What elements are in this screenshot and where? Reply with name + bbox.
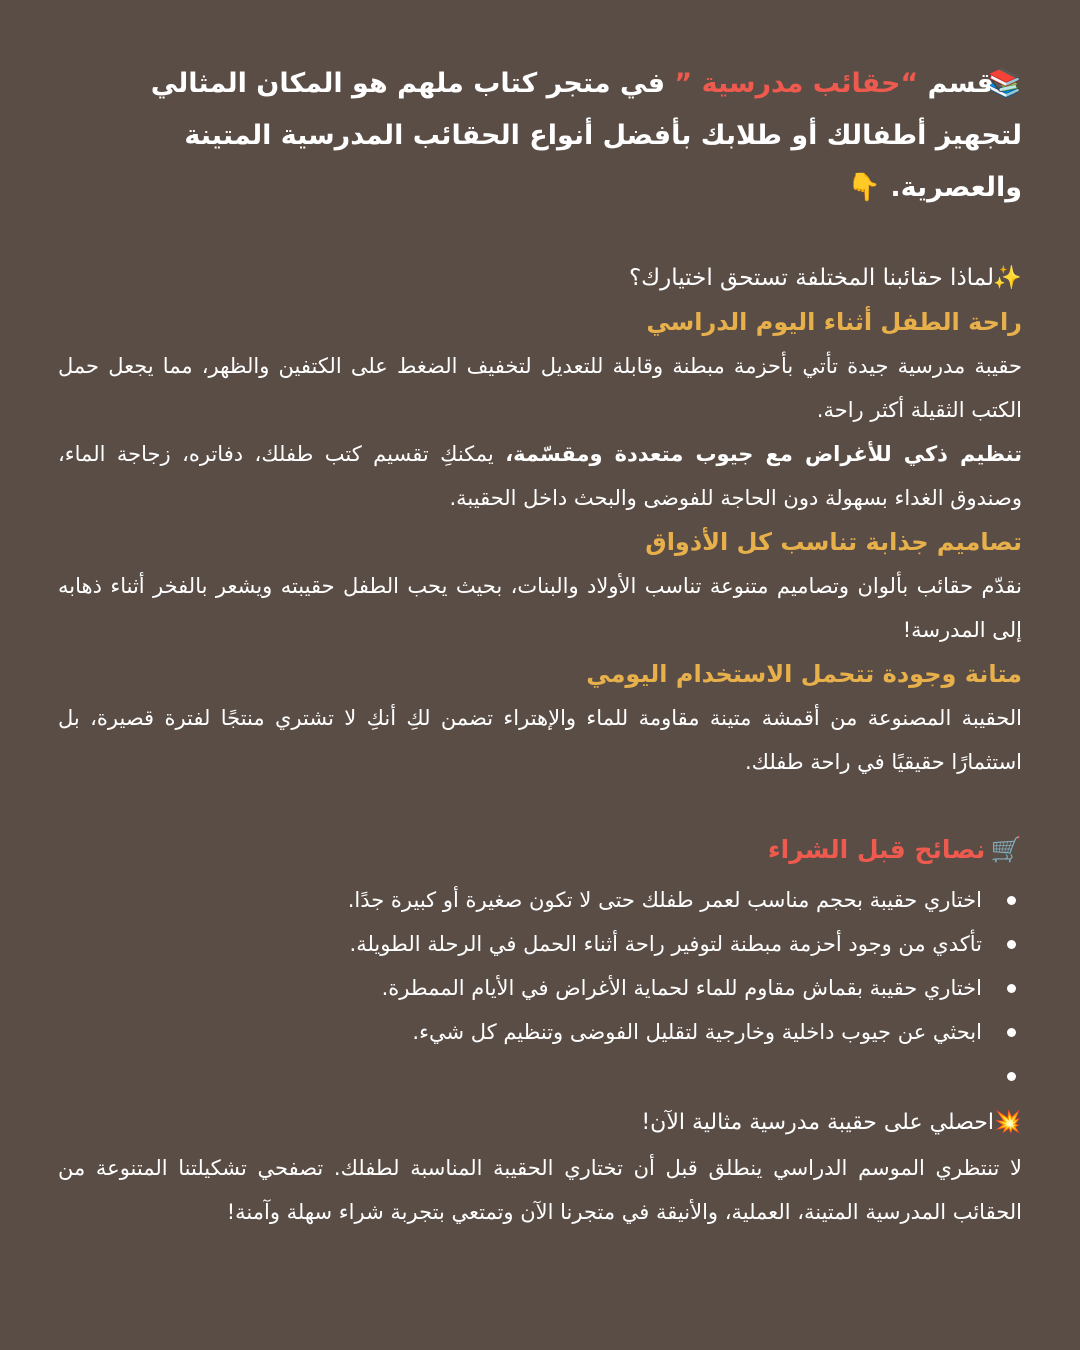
tips-list xyxy=(58,878,1022,1098)
tips-title-text: نصائح قبل الشراء xyxy=(767,835,986,864)
section-organization xyxy=(58,432,1022,520)
cta-title-text: احصلي على حقيبة مدرسية مثالية الآن! xyxy=(641,1110,994,1135)
sparkle-icon: ✨ xyxy=(993,265,1022,291)
section-heading-designs: تصاميم جذابة تناسب كل الأذواق xyxy=(645,528,1022,556)
burst-icon: 💥 xyxy=(994,1110,1022,1135)
section-bold-lead-organization: تنظيم ذكي للأغراض مع جيوب متعددة ومقسّمة، xyxy=(505,442,1022,466)
intro-highlight: “حقائب مدرسية ” xyxy=(674,68,919,99)
section-body-organization: يمكنكِ تقسيم كتب طفلك، دفاتره، زجاجة الماء، وصندوق الغداء بسهولة دون الحاجة للفوضى والبحث داخل الحقيبة. xyxy=(58,442,1022,510)
books-icon: 📚 xyxy=(988,68,1022,99)
tip-item-empty xyxy=(58,1054,982,1098)
cta-body: لا تنتظري الموسم الدراسي ينطلق قبل أن تختاري الحقيبة المناسبة لطفلك. تصفحي تشكيلتنا المتنوعة من الحقائب المدرسية المتينة، العملية، والأنيقة في متجرنا الآن وتمتعي بتجربة شراء سهلة وآمنة! xyxy=(58,1156,1022,1224)
section-body-durability: الحقيبة المصنوعة من أقمشة متينة مقاومة للماء والإهتراء تضمن لكِ أنكِ لا تشتري منتجًا لفترة قصيرة، بل استثمارًا حقيقيًا في راحة طفلك. xyxy=(58,706,1022,774)
why-question xyxy=(58,256,1022,300)
section-body-comfort: حقيبة مدرسية جيدة تأتي بأحزمة مبطنة وقابلة للتعديل لتخفيف الضغط على الكتفين والظهر، مما يجعل حمل الكتب الثقيلة أكثر راحة. xyxy=(58,354,1022,422)
section-heading-durability: متانة وجودة تتحمل الاستخدام اليومي xyxy=(586,660,1022,688)
cta-title xyxy=(58,1100,1022,1146)
shopping-cart-icon: 🛒 xyxy=(990,835,1022,864)
tip-item: اختاري حقيبة بقماش مقاوم للماء لحماية الأغراض في الأيام الممطرة. xyxy=(58,966,982,1010)
pointing-down-icon: 👇 xyxy=(847,172,881,203)
section-heading-comfort: راحة الطفل أثناء اليوم الدراسي xyxy=(646,308,1022,336)
tip-item: اختاري حقيبة بحجم مناسب لعمر طفلك حتى لا تكون صغيرة أو كبيرة جدًا. xyxy=(58,878,982,922)
intro-paragraph xyxy=(58,58,1022,214)
section-body-designs: نقدّم حقائب بألوان وتصاميم متنوعة تناسب الأولاد والبنات، بحيث يحب الطفل حقيبته ويشعر بالفخر أثناء ذهابه إلى المدرسة! xyxy=(58,574,1022,642)
intro-prefix: قسم xyxy=(918,68,994,99)
intro-rest: في متجر كتاب ملهم هو المكان المثالي لتجهيز أطفالك أو طلابك بأفضل أنواع الحقائب المدرسية المتينة والعصرية. xyxy=(150,68,1022,203)
tip-item: ابحثي عن جيوب داخلية وخارجية لتقليل الفوضى وتنظيم كل شيء. xyxy=(58,1010,982,1054)
tips-title xyxy=(58,826,1022,874)
post-content xyxy=(58,58,1022,1234)
tip-item: تأكدي من وجود أحزمة مبطنة لتوفير راحة أثناء الحمل في الرحلة الطويلة. xyxy=(58,922,982,966)
why-text: لماذا حقائبنا المختلفة تستحق اختيارك؟ xyxy=(628,265,994,291)
